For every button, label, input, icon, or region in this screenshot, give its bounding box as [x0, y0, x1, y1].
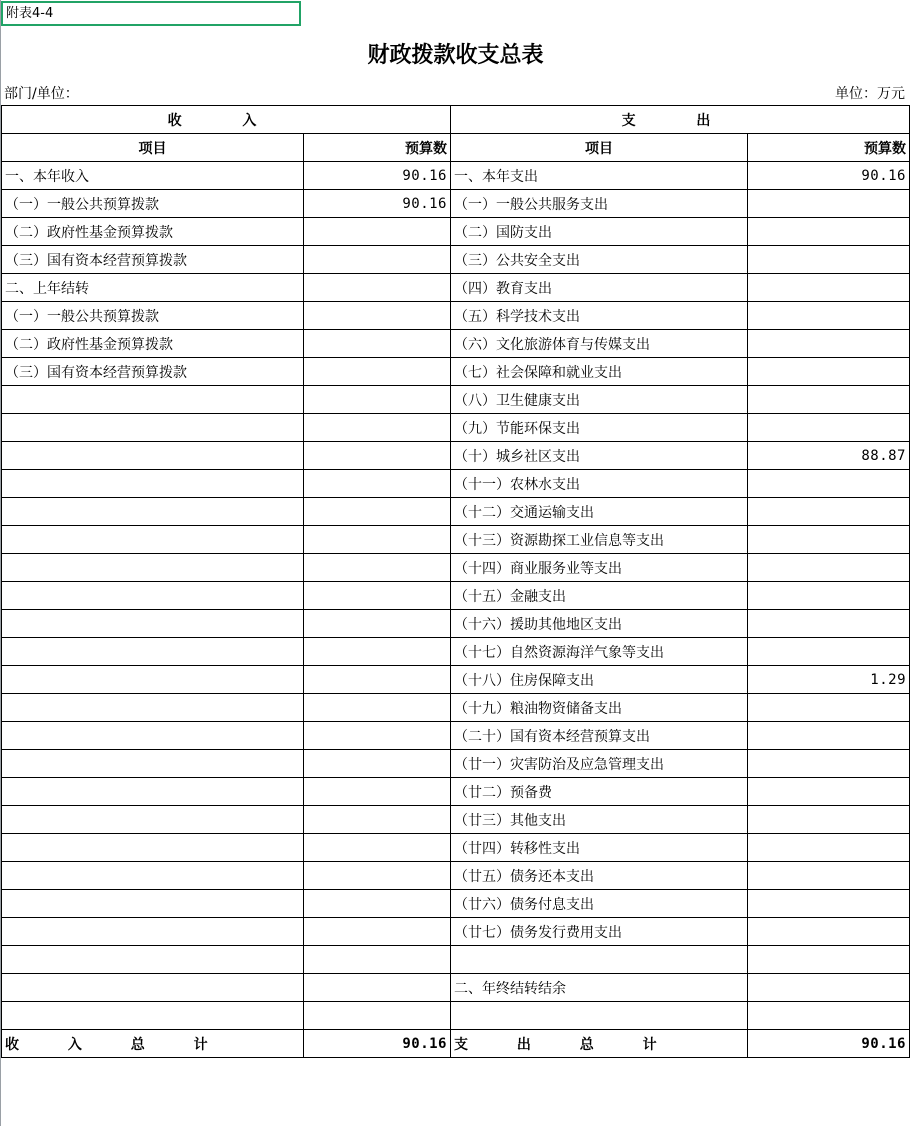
- section-header-row: [2, 106, 910, 134]
- expense-value-cell[interactable]: [748, 302, 910, 330]
- income-item-cell[interactable]: [2, 386, 304, 414]
- expense-item-cell[interactable]: （十七）自然资源海洋气象等支出: [451, 638, 748, 666]
- table-row: [2, 218, 910, 246]
- expense-item-cell[interactable]: （廿三）其他支出: [451, 806, 748, 834]
- selected-cell-a1[interactable]: 附表4-4: [1, 1, 301, 26]
- expense-item-cell[interactable]: （十六）援助其他地区支出: [451, 610, 748, 638]
- expense-item-cell[interactable]: （七）社会保障和就业支出: [451, 358, 748, 386]
- income-value-cell[interactable]: [304, 918, 451, 946]
- budget-summary-table: [1, 105, 910, 1058]
- expense-item-header: 项目: [451, 134, 748, 162]
- expense-value-cell[interactable]: 1.29: [748, 666, 910, 694]
- table-row: [2, 694, 910, 722]
- table-row: [2, 190, 910, 218]
- table-row: [2, 834, 910, 862]
- expense-value-cell[interactable]: [748, 862, 910, 890]
- totals-row: [2, 1030, 910, 1058]
- expense-value-cell[interactable]: [748, 722, 910, 750]
- income-item-cell[interactable]: [2, 946, 304, 974]
- income-value-cell[interactable]: [304, 834, 451, 862]
- income-item-cell[interactable]: [2, 610, 304, 638]
- expense-item-cell[interactable]: （六）文化旅游体育与传媒支出: [451, 330, 748, 358]
- income-item-cell[interactable]: [2, 722, 304, 750]
- expense-item-cell[interactable]: （十九）粮油物资储备支出: [451, 694, 748, 722]
- expense-total-label[interactable]: [451, 1030, 748, 1058]
- expense-value-cell[interactable]: [748, 806, 910, 834]
- expense-value-cell[interactable]: [748, 582, 910, 610]
- income-value-cell[interactable]: [304, 470, 451, 498]
- expense-item-cell[interactable]: （十二）交通运输支出: [451, 498, 748, 526]
- income-value-cell[interactable]: [304, 946, 451, 974]
- table-row: [2, 274, 910, 302]
- expense-value-cell[interactable]: 90.16: [748, 162, 910, 190]
- income-value-cell[interactable]: [304, 246, 451, 274]
- table-row: [2, 918, 910, 946]
- table-row: [2, 302, 910, 330]
- income-value-cell[interactable]: [304, 330, 451, 358]
- expense-item-cell[interactable]: 二、年终结转结余: [451, 974, 748, 1002]
- expense-value-cell[interactable]: [748, 750, 910, 778]
- expense-value-cell[interactable]: [748, 414, 910, 442]
- income-item-cell[interactable]: [2, 414, 304, 442]
- income-item-cell[interactable]: [2, 1002, 304, 1030]
- income-item-cell[interactable]: [2, 890, 304, 918]
- expense-value-cell[interactable]: [748, 778, 910, 806]
- income-item-cell[interactable]: [2, 918, 304, 946]
- table-row: [2, 722, 910, 750]
- expense-value-cell[interactable]: [748, 470, 910, 498]
- expense-item-cell[interactable]: （廿五）债务还本支出: [451, 862, 748, 890]
- expense-item-cell[interactable]: 一、本年支出: [451, 162, 748, 190]
- expense-value-cell[interactable]: [748, 890, 910, 918]
- expense-item-cell[interactable]: （二）国防支出: [451, 218, 748, 246]
- table-row: [2, 582, 910, 610]
- table-row: [2, 386, 910, 414]
- expense-section-header: 支 出: [451, 106, 910, 134]
- table-row: [2, 610, 910, 638]
- expense-value-cell[interactable]: [748, 974, 910, 1002]
- expense-value-cell[interactable]: [748, 918, 910, 946]
- table-row: [2, 666, 910, 694]
- column-header-row: [2, 134, 910, 162]
- income-section-header: 收 入: [2, 106, 451, 134]
- income-item-cell[interactable]: [2, 442, 304, 470]
- income-item-cell[interactable]: （一）一般公共预算拨款: [2, 190, 304, 218]
- expense-value-cell[interactable]: [748, 330, 910, 358]
- income-value-cell[interactable]: 90.16: [304, 190, 451, 218]
- income-value-cell[interactable]: [304, 274, 451, 302]
- expense-item-cell[interactable]: （二十）国有资本经营预算支出: [451, 722, 748, 750]
- expense-item-cell[interactable]: [451, 1002, 748, 1030]
- table-row: [2, 778, 910, 806]
- table-row: [2, 246, 910, 274]
- expense-value-cell[interactable]: [748, 218, 910, 246]
- income-item-cell[interactable]: [2, 582, 304, 610]
- table-row: [2, 890, 910, 918]
- income-value-cell[interactable]: [304, 610, 451, 638]
- expense-item-cell[interactable]: （四）教育支出: [451, 274, 748, 302]
- income-item-cell[interactable]: [2, 806, 304, 834]
- expense-item-cell[interactable]: （廿一）灾害防治及应急管理支出: [451, 750, 748, 778]
- expense-item-cell[interactable]: （十四）商业服务业等支出: [451, 554, 748, 582]
- income-value-cell[interactable]: [304, 974, 451, 1002]
- expense-budget-header: 预算数: [748, 134, 910, 162]
- expense-item-cell[interactable]: （廿四）转移性支出: [451, 834, 748, 862]
- table-row: [2, 498, 910, 526]
- expense-value-cell[interactable]: [748, 1002, 910, 1030]
- table-row: [2, 750, 910, 778]
- income-item-cell[interactable]: [2, 694, 304, 722]
- income-item-cell[interactable]: [2, 638, 304, 666]
- income-value-cell[interactable]: [304, 218, 451, 246]
- income-item-cell[interactable]: [2, 834, 304, 862]
- page-title: 财政拨款收支总表: [367, 42, 544, 68]
- income-total-label-text: 收 入 总 计: [5, 1036, 230, 1053]
- income-budget-header: 预算数: [304, 134, 451, 162]
- income-value-cell[interactable]: [304, 442, 451, 470]
- expense-item-cell[interactable]: （十八）住房保障支出: [451, 666, 748, 694]
- income-value-cell[interactable]: [304, 862, 451, 890]
- expense-item-cell[interactable]: （廿二）预备费: [451, 778, 748, 806]
- table-row: [2, 330, 910, 358]
- income-item-cell[interactable]: （二）政府性基金预算拨款: [2, 330, 304, 358]
- income-item-cell[interactable]: 一、本年收入: [2, 162, 304, 190]
- expense-value-cell[interactable]: [748, 694, 910, 722]
- expense-item-cell[interactable]: （十五）金融支出: [451, 582, 748, 610]
- table-row: [2, 162, 910, 190]
- income-item-cell[interactable]: [2, 750, 304, 778]
- income-value-cell[interactable]: [304, 778, 451, 806]
- expense-value-cell[interactable]: [748, 946, 910, 974]
- income-value-cell[interactable]: [304, 638, 451, 666]
- expense-value-cell[interactable]: [748, 190, 910, 218]
- income-value-cell[interactable]: [304, 666, 451, 694]
- table-row: [2, 806, 910, 834]
- expense-item-cell[interactable]: （一）一般公共服务支出: [451, 190, 748, 218]
- income-item-cell[interactable]: （三）国有资本经营预算拨款: [2, 246, 304, 274]
- income-item-cell[interactable]: （一）一般公共预算拨款: [2, 302, 304, 330]
- table-row: [2, 946, 910, 974]
- income-item-cell[interactable]: [2, 526, 304, 554]
- expense-item-cell[interactable]: [451, 946, 748, 974]
- expense-item-cell[interactable]: （十一）农林水支出: [451, 470, 748, 498]
- income-value-cell[interactable]: [304, 806, 451, 834]
- expense-total-value[interactable]: 90.16: [748, 1030, 910, 1058]
- table-row: [2, 358, 910, 386]
- expense-value-cell[interactable]: [748, 638, 910, 666]
- income-value-cell[interactable]: 90.16: [304, 162, 451, 190]
- income-value-cell[interactable]: [304, 722, 451, 750]
- income-item-cell[interactable]: （三）国有资本经营预算拨款: [2, 358, 304, 386]
- unit-label: 单位：万元: [835, 86, 905, 102]
- table-row: [2, 974, 910, 1002]
- table-row: [2, 414, 910, 442]
- expense-value-cell[interactable]: [748, 274, 910, 302]
- expense-item-cell[interactable]: （廿六）债务付息支出: [451, 890, 748, 918]
- income-value-cell[interactable]: [304, 554, 451, 582]
- income-item-cell[interactable]: （二）政府性基金预算拨款: [2, 218, 304, 246]
- expense-item-cell[interactable]: （五）科学技术支出: [451, 302, 748, 330]
- income-value-cell[interactable]: [304, 890, 451, 918]
- table-row: [2, 554, 910, 582]
- expense-value-cell[interactable]: [748, 386, 910, 414]
- income-item-cell[interactable]: [2, 554, 304, 582]
- department-label: 部门/单位：: [4, 86, 79, 102]
- income-value-cell[interactable]: [304, 750, 451, 778]
- table-row: [2, 470, 910, 498]
- income-value-cell[interactable]: [304, 302, 451, 330]
- income-total-value[interactable]: 90.16: [304, 1030, 451, 1058]
- expense-value-cell[interactable]: [748, 554, 910, 582]
- expense-item-cell[interactable]: （廿七）债务发行费用支出: [451, 918, 748, 946]
- income-value-cell[interactable]: [304, 526, 451, 554]
- income-item-cell[interactable]: [2, 862, 304, 890]
- income-value-cell[interactable]: [304, 386, 451, 414]
- table-row: [2, 862, 910, 890]
- table-row: [2, 526, 910, 554]
- expense-value-cell[interactable]: [748, 358, 910, 386]
- income-item-cell[interactable]: [2, 666, 304, 694]
- income-value-cell[interactable]: [304, 414, 451, 442]
- income-item-header: 项目: [2, 134, 304, 162]
- expense-value-cell[interactable]: [748, 526, 910, 554]
- expense-item-cell[interactable]: （八）卫生健康支出: [451, 386, 748, 414]
- income-item-cell[interactable]: [2, 470, 304, 498]
- expense-item-cell[interactable]: （十）城乡社区支出: [451, 442, 748, 470]
- table-row: [2, 1002, 910, 1030]
- income-item-cell[interactable]: [2, 778, 304, 806]
- income-item-cell[interactable]: 二、上年结转: [2, 274, 304, 302]
- income-value-cell[interactable]: [304, 358, 451, 386]
- expense-item-cell[interactable]: （十三）资源勘探工业信息等支出: [451, 526, 748, 554]
- table-row: [2, 638, 910, 666]
- expense-item-cell[interactable]: （九）节能环保支出: [451, 414, 748, 442]
- income-item-cell[interactable]: [2, 498, 304, 526]
- expense-value-cell[interactable]: 88.87: [748, 442, 910, 470]
- income-value-cell[interactable]: [304, 694, 451, 722]
- income-value-cell[interactable]: [304, 1002, 451, 1030]
- income-total-label[interactable]: [2, 1030, 304, 1058]
- income-value-cell[interactable]: [304, 498, 451, 526]
- expense-value-cell[interactable]: [748, 834, 910, 862]
- table-row: [2, 442, 910, 470]
- expense-value-cell[interactable]: [748, 498, 910, 526]
- expense-value-cell[interactable]: [748, 246, 910, 274]
- income-item-cell[interactable]: [2, 974, 304, 1002]
- expense-total-label-text: 支 出 总 计: [454, 1036, 679, 1053]
- expense-value-cell[interactable]: [748, 610, 910, 638]
- income-value-cell[interactable]: [304, 582, 451, 610]
- expense-item-cell[interactable]: （三）公共安全支出: [451, 246, 748, 274]
